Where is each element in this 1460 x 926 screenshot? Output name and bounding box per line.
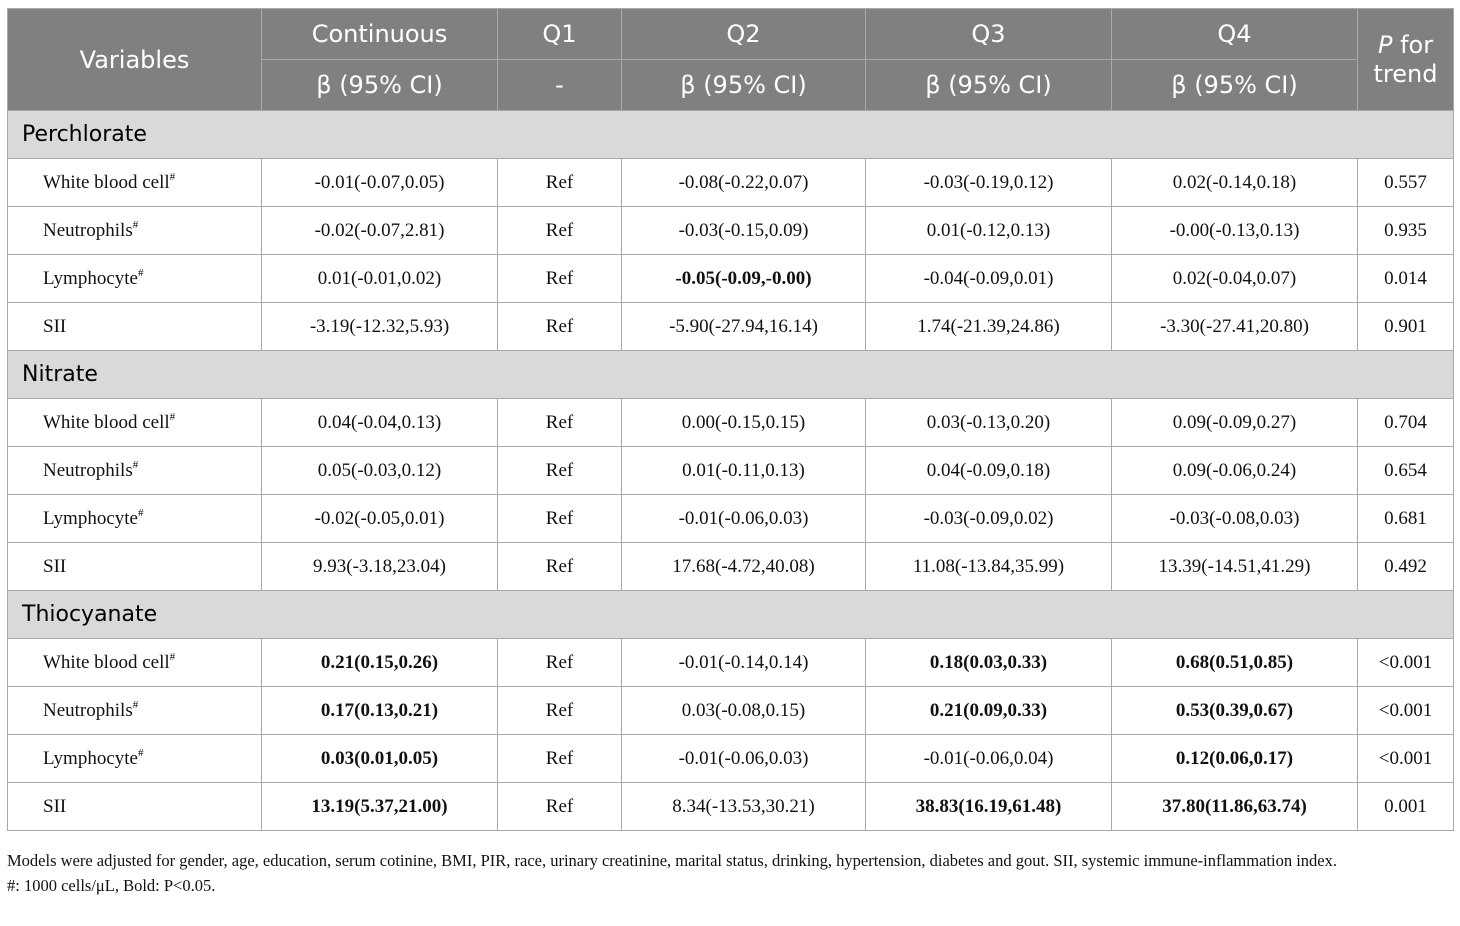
cell-q1: Ref: [498, 159, 622, 207]
table-row: [8, 399, 1454, 447]
cell-q1: Ref: [498, 687, 622, 735]
cell-q1: Ref: [498, 399, 622, 447]
row-label: Neutrophils: [43, 460, 133, 481]
table-row: [8, 447, 1454, 495]
row-label: White blood cell: [43, 172, 170, 193]
cell-continuous: 9.93(-3.18,23.04): [262, 543, 498, 591]
cell-continuous: 0.04(-0.04,0.13): [262, 399, 498, 447]
cell-continuous: 0.17(0.13,0.21): [262, 687, 498, 735]
cell-q4: -0.00(-0.13,0.13): [1112, 207, 1358, 255]
results-table: [7, 8, 1454, 831]
row-label-cell: [8, 303, 262, 351]
row-label-cell: [8, 639, 262, 687]
notes-line-2: #: 1000 cells/μL, Bold: P<0.05.: [7, 876, 216, 895]
subheader-q1-dash: -: [498, 60, 622, 111]
cell-q4: -0.03(-0.08,0.03): [1112, 495, 1358, 543]
row-label-cell: [8, 543, 262, 591]
cell-continuous: 0.05(-0.03,0.12): [262, 447, 498, 495]
cell-q2: 0.01(-0.11,0.13): [622, 447, 866, 495]
cell-q1: Ref: [498, 495, 622, 543]
row-label: Neutrophils: [43, 220, 133, 241]
row-label: SII: [43, 315, 67, 337]
cell-q4: 0.02(-0.04,0.07): [1112, 255, 1358, 303]
table-row: [8, 543, 1454, 591]
cell-q1: Ref: [498, 255, 622, 303]
cell-q4: 0.09(-0.09,0.27): [1112, 399, 1358, 447]
header-p-trend: [1358, 9, 1454, 111]
cell-continuous: -0.01(-0.07,0.05): [262, 159, 498, 207]
cell-continuous: 0.01(-0.01,0.02): [262, 255, 498, 303]
cell-q3: 0.18(0.03,0.33): [866, 639, 1112, 687]
section-title: Thiocyanate: [8, 591, 1454, 639]
cell-p: 0.681: [1358, 495, 1454, 543]
cell-p: 0.557: [1358, 159, 1454, 207]
cell-q2: -5.90(-27.94,16.14): [622, 303, 866, 351]
cell-q1: Ref: [498, 783, 622, 831]
unit-footnote-mark: #: [132, 699, 139, 711]
header-p-italic: P: [1377, 30, 1393, 59]
cell-p: 0.654: [1358, 447, 1454, 495]
cell-q2: -0.01(-0.06,0.03): [622, 495, 866, 543]
unit-footnote-mark: #: [169, 411, 176, 423]
cell-q2: -0.08(-0.22,0.07): [622, 159, 866, 207]
row-label-cell: [8, 783, 262, 831]
header-q4: Q4: [1112, 9, 1358, 60]
header-q3: Q3: [866, 9, 1112, 60]
unit-footnote-mark: #: [169, 171, 176, 183]
cell-p: 0.704: [1358, 399, 1454, 447]
cell-q3: -0.03(-0.09,0.02): [866, 495, 1112, 543]
cell-continuous: 0.21(0.15,0.26): [262, 639, 498, 687]
cell-continuous: 0.03(0.01,0.05): [262, 735, 498, 783]
header-q2: Q2: [622, 9, 866, 60]
cell-p: <0.001: [1358, 735, 1454, 783]
cell-p: <0.001: [1358, 687, 1454, 735]
row-label-cell: [8, 447, 262, 495]
row-label-cell: [8, 207, 262, 255]
cell-q2: -0.01(-0.14,0.14): [622, 639, 866, 687]
table-row: [8, 495, 1454, 543]
section-title: Perchlorate: [8, 111, 1454, 159]
section-row: [8, 591, 1454, 639]
cell-p: 0.935: [1358, 207, 1454, 255]
cell-p: 0.001: [1358, 783, 1454, 831]
cell-q1: Ref: [498, 543, 622, 591]
table-row: [8, 735, 1454, 783]
row-label-cell: [8, 735, 262, 783]
cell-q2: -0.05(-0.09,-0.00): [622, 255, 866, 303]
cell-q4: 0.09(-0.06,0.24): [1112, 447, 1358, 495]
cell-q4: 0.53(0.39,0.67): [1112, 687, 1358, 735]
unit-footnote-mark: #: [132, 459, 139, 471]
cell-q1: Ref: [498, 207, 622, 255]
unit-footnote-mark: #: [137, 747, 144, 759]
unit-footnote-mark: #: [137, 507, 144, 519]
cell-q3: 0.03(-0.13,0.20): [866, 399, 1112, 447]
row-label: White blood cell: [43, 412, 170, 433]
row-label: Lymphocyte: [43, 748, 138, 769]
cell-q4: -3.30(-27.41,20.80): [1112, 303, 1358, 351]
row-label: SII: [43, 795, 67, 817]
row-label-cell: [8, 255, 262, 303]
table-body: [8, 111, 1454, 831]
cell-q2: 8.34(-13.53,30.21): [622, 783, 866, 831]
cell-q4: 37.80(11.86,63.74): [1112, 783, 1358, 831]
cell-q1: Ref: [498, 303, 622, 351]
cell-q3: 0.01(-0.12,0.13): [866, 207, 1112, 255]
cell-continuous: -3.19(-12.32,5.93): [262, 303, 498, 351]
cell-q3: 1.74(-21.39,24.86): [866, 303, 1112, 351]
header-p-for: for: [1400, 30, 1434, 59]
cell-continuous: -0.02(-0.05,0.01): [262, 495, 498, 543]
row-label: Neutrophils: [43, 700, 133, 721]
unit-footnote-mark: #: [137, 267, 144, 279]
subheader-q4-beta: β (95% CI): [1112, 60, 1358, 111]
cell-q2: 0.03(-0.08,0.15): [622, 687, 866, 735]
cell-continuous: 13.19(5.37,21.00): [262, 783, 498, 831]
cell-q3: 0.04(-0.09,0.18): [866, 447, 1112, 495]
row-label: SII: [43, 555, 67, 577]
cell-q2: 17.68(-4.72,40.08): [622, 543, 866, 591]
cell-q2: -0.03(-0.15,0.09): [622, 207, 866, 255]
cell-p: <0.001: [1358, 639, 1454, 687]
cell-q1: Ref: [498, 447, 622, 495]
notes-line-1: Models were adjusted for gender, age, education, serum cotinine, BMI, PIR, race, urinary creatinine, marital status, drinking, hypertension, diabetes and gout. SII, systemic immune-inflammation index.: [7, 851, 1337, 870]
unit-footnote-mark: #: [132, 219, 139, 231]
subheader-continuous-beta: β (95% CI): [262, 60, 498, 111]
cell-p: 0.014: [1358, 255, 1454, 303]
cell-q1: Ref: [498, 639, 622, 687]
table-row: [8, 255, 1454, 303]
section-row: [8, 351, 1454, 399]
cell-q4: 0.68(0.51,0.85): [1112, 639, 1358, 687]
header-q1: Q1: [498, 9, 622, 60]
cell-q4: 0.02(-0.14,0.18): [1112, 159, 1358, 207]
section-row: [8, 111, 1454, 159]
table-notes: [7, 848, 1455, 898]
cell-q3: -0.04(-0.09,0.01): [866, 255, 1112, 303]
cell-q2: -0.01(-0.06,0.03): [622, 735, 866, 783]
cell-q4: 13.39(-14.51,41.29): [1112, 543, 1358, 591]
table-row: [8, 783, 1454, 831]
header-continuous: Continuous: [262, 9, 498, 60]
table-row: [8, 159, 1454, 207]
cell-q3: 38.83(16.19,61.48): [866, 783, 1112, 831]
row-label: Lymphocyte: [43, 508, 138, 529]
table-row: [8, 687, 1454, 735]
cell-q4: 0.12(0.06,0.17): [1112, 735, 1358, 783]
cell-q1: Ref: [498, 735, 622, 783]
unit-footnote-mark: #: [169, 651, 176, 663]
subheader-q2-beta: β (95% CI): [622, 60, 866, 111]
table-row: [8, 303, 1454, 351]
row-label-cell: [8, 399, 262, 447]
row-label: Lymphocyte: [43, 268, 138, 289]
cell-q3: -0.01(-0.06,0.04): [866, 735, 1112, 783]
cell-p: 0.492: [1358, 543, 1454, 591]
cell-q3: 11.08(-13.84,35.99): [866, 543, 1112, 591]
row-label-cell: [8, 159, 262, 207]
section-title: Nitrate: [8, 351, 1454, 399]
header-p-trend-word: trend: [1373, 59, 1438, 88]
cell-continuous: -0.02(-0.07,2.81): [262, 207, 498, 255]
subheader-q3-beta: β (95% CI): [866, 60, 1112, 111]
cell-q2: 0.00(-0.15,0.15): [622, 399, 866, 447]
cell-q3: 0.21(0.09,0.33): [866, 687, 1112, 735]
table-row: [8, 207, 1454, 255]
cell-p: 0.901: [1358, 303, 1454, 351]
header-variables: Variables: [8, 9, 262, 111]
row-label: White blood cell: [43, 652, 170, 673]
row-label-cell: [8, 495, 262, 543]
table-row: [8, 639, 1454, 687]
row-label-cell: [8, 687, 262, 735]
cell-q3: -0.03(-0.19,0.12): [866, 159, 1112, 207]
